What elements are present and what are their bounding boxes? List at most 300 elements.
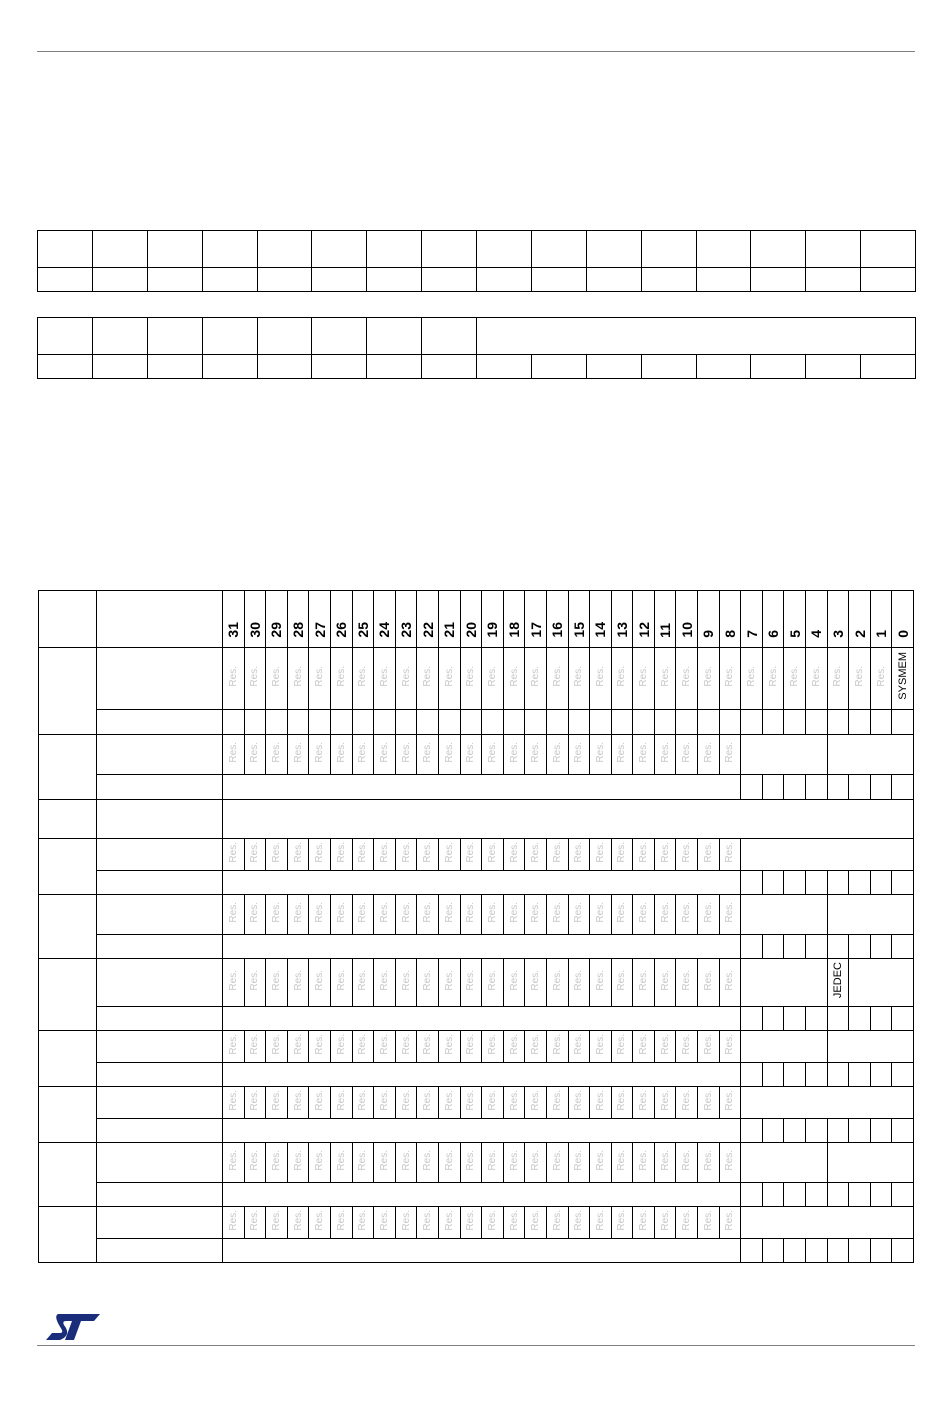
reserved-bit xyxy=(698,839,720,871)
reserved-label: Res. xyxy=(573,841,585,863)
bit-cell xyxy=(568,710,590,735)
field-cell xyxy=(827,1031,913,1063)
reserved-bit xyxy=(374,839,396,871)
bit-cell xyxy=(147,318,202,355)
reserved-label: Res. xyxy=(724,969,736,991)
reserved-bit xyxy=(395,735,417,775)
bit-number-label: 6 xyxy=(765,630,782,638)
reserved-label: Res. xyxy=(314,1033,326,1055)
bit-cell xyxy=(531,231,586,268)
reserved-label: Res. xyxy=(486,969,498,991)
bit-number-label: 7 xyxy=(743,630,760,638)
bit-cell xyxy=(92,318,147,355)
reserved-label: Res. xyxy=(292,1209,304,1231)
bit-cell xyxy=(806,1007,828,1031)
reserved-label: Res. xyxy=(443,1089,455,1111)
reserved-label: Res. xyxy=(573,741,585,763)
reserved-label: Res. xyxy=(638,665,650,687)
reserved-label: Res. xyxy=(378,1089,390,1111)
bit-cell xyxy=(312,231,367,268)
reserved-bit xyxy=(395,839,417,871)
bit-cell xyxy=(546,710,568,735)
reserved-label: Res. xyxy=(594,665,606,687)
bit-cell xyxy=(422,318,477,355)
reserved-bit xyxy=(438,895,460,935)
reserved-bit xyxy=(568,1207,590,1239)
reserved-bit xyxy=(417,895,439,935)
bit-cell xyxy=(438,710,460,735)
reserved-bit xyxy=(309,648,331,710)
bit-cell xyxy=(762,710,784,735)
reserved-label: Res. xyxy=(854,665,866,687)
reserved-label: Res. xyxy=(486,841,498,863)
reserved-bit xyxy=(352,648,374,710)
bit-cell xyxy=(861,268,916,292)
bit-number-label: 22 xyxy=(419,622,436,638)
reserved-label: Res. xyxy=(702,1149,714,1171)
bit-number-label: 11 xyxy=(657,623,674,638)
reserved-bit xyxy=(633,839,655,871)
bit-cell xyxy=(460,710,482,735)
reserved-label: Res. xyxy=(249,841,261,863)
reserved-label: Res. xyxy=(573,969,585,991)
register-name xyxy=(97,839,223,871)
reserved-bit xyxy=(546,839,568,871)
reserved-bit xyxy=(287,648,309,710)
reserved-label: Res. xyxy=(551,741,563,763)
reserved-label: Res. xyxy=(249,665,261,687)
reserved-bit xyxy=(438,959,460,1007)
reserved-label: Res. xyxy=(594,741,606,763)
field-cell xyxy=(741,1031,827,1063)
reserved-label: Res. xyxy=(443,1209,455,1231)
register-header xyxy=(97,591,223,648)
reserved-bit xyxy=(654,1031,676,1063)
reserved-label: Res. xyxy=(508,1149,520,1171)
reserved-bit xyxy=(309,1207,331,1239)
reserved-label: Res. xyxy=(357,901,369,923)
bit-number xyxy=(460,591,482,648)
reserved-bit xyxy=(482,839,504,871)
bit-cell xyxy=(223,710,245,735)
reserved-bit xyxy=(460,648,482,710)
reserved-label: Res. xyxy=(724,741,736,763)
reserved-bit xyxy=(633,895,655,935)
reserved-bit xyxy=(330,735,352,775)
reserved-label: Res. xyxy=(227,1033,239,1055)
bit-cell xyxy=(784,1183,806,1207)
reserved-label: Res. xyxy=(508,741,520,763)
bit-cell xyxy=(367,231,422,268)
reserved-label: Res. xyxy=(638,1149,650,1171)
reserved-bit xyxy=(460,1087,482,1119)
reserved-label: Res. xyxy=(508,1209,520,1231)
bit-cell xyxy=(870,1183,892,1207)
reserved-bit xyxy=(654,895,676,935)
bit-cell xyxy=(503,710,525,735)
reserved-bit xyxy=(611,735,633,775)
bit-cell xyxy=(870,871,892,895)
bit-cell xyxy=(806,871,828,895)
reserved-label: Res. xyxy=(227,1149,239,1171)
reserved-label: Res. xyxy=(465,665,477,687)
reserved-label: Res. xyxy=(681,1149,693,1171)
reserved-label: Res. xyxy=(422,901,434,923)
reserved-bit xyxy=(698,1143,720,1183)
reserved-label: Res. xyxy=(443,969,455,991)
register-map-table xyxy=(38,590,914,1263)
register-name xyxy=(97,648,223,710)
reserved-label: Res. xyxy=(638,901,650,923)
bit-cell xyxy=(352,710,374,735)
bit-cell xyxy=(751,355,806,379)
reserved-label: Res. xyxy=(659,1033,671,1055)
reserved-bit xyxy=(654,1207,676,1239)
reserved-bit xyxy=(568,959,590,1007)
bit-cell xyxy=(147,231,202,268)
bit-cell xyxy=(751,268,806,292)
reserved-bit xyxy=(309,895,331,935)
reserved-label: Res. xyxy=(616,901,628,923)
reset-value-label xyxy=(97,871,223,895)
register-bits-upper xyxy=(37,230,916,292)
bit-cell xyxy=(586,268,641,292)
offset-header xyxy=(39,591,97,648)
bit-cell xyxy=(827,935,849,959)
reserved-bit xyxy=(244,959,266,1007)
bit-cell xyxy=(806,1239,828,1263)
reserved-bit xyxy=(352,735,374,775)
reserved-label: Res. xyxy=(249,969,261,991)
reserved-bit xyxy=(460,959,482,1007)
bit-cell xyxy=(696,231,751,268)
register-name xyxy=(97,1143,223,1183)
reserved-bit xyxy=(438,735,460,775)
register-offset xyxy=(39,1143,97,1207)
reserved-label: Res. xyxy=(422,1209,434,1231)
bit-cell xyxy=(422,268,477,292)
reserved-label: Res. xyxy=(335,969,347,991)
bit-number xyxy=(784,591,806,648)
reserved-label: Res. xyxy=(659,841,671,863)
reserved-bit xyxy=(611,959,633,1007)
bit-number-label: 12 xyxy=(635,622,652,638)
bit-number-label: 0 xyxy=(894,630,911,638)
reserved-bit xyxy=(395,1031,417,1063)
reserved-bit xyxy=(676,895,698,935)
register-offset xyxy=(39,839,97,895)
reserved-label: Res. xyxy=(681,1089,693,1111)
reserved-label: Res. xyxy=(314,841,326,863)
bit-cell xyxy=(741,871,763,895)
reserved-bit xyxy=(223,1207,245,1239)
st-logo-icon xyxy=(44,1312,102,1342)
reserved-bit xyxy=(460,839,482,871)
reserved-label: Res. xyxy=(638,1033,650,1055)
reserved-bit xyxy=(266,1143,288,1183)
reserved-label: Res. xyxy=(530,1209,542,1231)
reserved-label: Res. xyxy=(659,665,671,687)
field-cell xyxy=(741,839,914,871)
reserved-label: Res. xyxy=(702,1089,714,1111)
reset-value-label xyxy=(97,775,223,800)
reserved-label: Res. xyxy=(270,1033,282,1055)
reserved-bit xyxy=(719,648,741,710)
reserved-bit xyxy=(654,839,676,871)
reserved-label: Res. xyxy=(400,841,412,863)
bit-cell xyxy=(477,318,916,355)
bit-cell xyxy=(762,1007,784,1031)
reserved-bit xyxy=(590,648,612,710)
bit-cell xyxy=(870,1239,892,1263)
reserved-label: Res. xyxy=(400,969,412,991)
bit-number xyxy=(503,591,525,648)
bit-number xyxy=(741,591,763,648)
bit-cell xyxy=(741,935,763,959)
reserved-label: Res. xyxy=(530,665,542,687)
reserved-label: Res. xyxy=(616,741,628,763)
reserved-bit xyxy=(438,1207,460,1239)
reserved-bit xyxy=(309,1031,331,1063)
bit-number-label: 9 xyxy=(700,630,717,638)
bit-cell xyxy=(367,268,422,292)
reserved-bit xyxy=(525,1207,547,1239)
bit-cell xyxy=(741,1007,763,1031)
reserved-bit xyxy=(330,1031,352,1063)
reserved-bit xyxy=(417,839,439,871)
reserved-label: Res. xyxy=(594,1089,606,1111)
reserved-label: Res. xyxy=(486,1209,498,1231)
reserved-bit xyxy=(676,1087,698,1119)
reserved-bit xyxy=(223,1143,245,1183)
reserved-bit xyxy=(287,1207,309,1239)
reserved-bit xyxy=(395,1087,417,1119)
reserved-label: Res. xyxy=(659,1089,671,1111)
reserved-bit xyxy=(676,1031,698,1063)
reserved-label: Res. xyxy=(638,741,650,763)
reserved-label: Res. xyxy=(400,901,412,923)
register-offset xyxy=(39,735,97,800)
field-cell xyxy=(223,871,741,895)
reserved-bit xyxy=(330,1207,352,1239)
reserved-bit xyxy=(395,1143,417,1183)
reserved-label: Res. xyxy=(508,841,520,863)
register-bits-lower xyxy=(37,317,916,379)
reserved-label: Res. xyxy=(357,969,369,991)
reserved-bit xyxy=(244,1087,266,1119)
bit-number-label: 25 xyxy=(354,622,371,638)
reserved-bit xyxy=(870,648,892,710)
reserved-bit xyxy=(654,735,676,775)
bit-cell xyxy=(892,775,914,800)
reserved-label: Res. xyxy=(227,1089,239,1111)
bit-cell xyxy=(525,710,547,735)
reserved-span xyxy=(223,800,914,839)
reserved-label: Res. xyxy=(378,969,390,991)
reserved-bit xyxy=(546,735,568,775)
reserved-bit xyxy=(676,839,698,871)
bit-cell xyxy=(892,1119,914,1143)
reserved-label: Res. xyxy=(270,901,282,923)
reserved-label: Res. xyxy=(551,665,563,687)
bit-number xyxy=(223,591,245,648)
reserved-bit xyxy=(417,735,439,775)
reserved-label: Res. xyxy=(292,1033,304,1055)
bit-number-label: 31 xyxy=(225,622,242,638)
reserved-label: Res. xyxy=(702,901,714,923)
reserved-bit xyxy=(611,1207,633,1239)
bit-cell xyxy=(330,710,352,735)
bit-cell xyxy=(696,355,751,379)
reserved-bit xyxy=(503,959,525,1007)
bit-number xyxy=(244,591,266,648)
reserved-bit xyxy=(352,1031,374,1063)
bit-cell xyxy=(641,231,696,268)
reserved-bit xyxy=(590,1207,612,1239)
bit-number xyxy=(546,591,568,648)
reserved-label: Res. xyxy=(681,969,693,991)
reserved-bit xyxy=(568,735,590,775)
bit-cell xyxy=(827,710,849,735)
reserved-label: Res. xyxy=(659,1149,671,1171)
reserved-bit xyxy=(482,648,504,710)
bit-number xyxy=(892,591,914,648)
reserved-label: Res. xyxy=(270,1209,282,1231)
reserved-bit xyxy=(374,1031,396,1063)
bit-number xyxy=(417,591,439,648)
bit-cell xyxy=(257,318,312,355)
field-cell xyxy=(223,775,741,800)
bit-cell xyxy=(784,1239,806,1263)
register-name xyxy=(97,1207,223,1239)
bit-cell xyxy=(741,1183,763,1207)
bit-cell xyxy=(849,935,871,959)
reserved-label: Res. xyxy=(638,1209,650,1231)
reserved-label: Res. xyxy=(314,741,326,763)
bit-cell xyxy=(531,268,586,292)
reserved-label: Res. xyxy=(314,969,326,991)
reserved-label: Res. xyxy=(270,841,282,863)
bit-cell xyxy=(806,710,828,735)
reserved-bit xyxy=(287,735,309,775)
reserved-label: Res. xyxy=(400,1089,412,1111)
bit-number xyxy=(438,591,460,648)
reserved-bit xyxy=(352,1087,374,1119)
reserved-bit xyxy=(719,1207,741,1239)
reserved-label: Res. xyxy=(335,1033,347,1055)
bit-number-label: 1 xyxy=(873,630,890,638)
reserved-label: Res. xyxy=(486,1033,498,1055)
reserved-label: Res. xyxy=(616,1209,628,1231)
reserved-label: Res. xyxy=(616,1089,628,1111)
bit-number-label: 20 xyxy=(462,622,479,638)
reserved-label: Res. xyxy=(465,1033,477,1055)
bit-cell xyxy=(202,318,257,355)
bit-number xyxy=(525,591,547,648)
reserved-label: Res. xyxy=(465,1089,477,1111)
reserved-bit xyxy=(460,895,482,935)
bit-number-label: 26 xyxy=(333,622,350,638)
reserved-label: Res. xyxy=(681,901,693,923)
reserved-label: Res. xyxy=(400,665,412,687)
bit-cell xyxy=(784,775,806,800)
bit-cell xyxy=(870,710,892,735)
bit-cell xyxy=(827,1007,849,1031)
reserved-bit xyxy=(287,1087,309,1119)
bit-cell xyxy=(784,871,806,895)
bit-cell xyxy=(417,710,439,735)
reserved-bit xyxy=(223,959,245,1007)
bit-number xyxy=(654,591,676,648)
reserved-bit xyxy=(546,648,568,710)
reserved-bit xyxy=(633,1087,655,1119)
reserved-bit xyxy=(244,648,266,710)
bit-cell xyxy=(762,1183,784,1207)
reserved-bit xyxy=(525,895,547,935)
reserved-label: Res. xyxy=(443,665,455,687)
reserved-label: Res. xyxy=(314,665,326,687)
reserved-bit xyxy=(417,1207,439,1239)
reserved-label: Res. xyxy=(638,1089,650,1111)
reserved-label: Res. xyxy=(443,1149,455,1171)
field-cell xyxy=(223,1007,741,1031)
bit-cell xyxy=(892,871,914,895)
reserved-bit xyxy=(374,895,396,935)
reserved-bit xyxy=(762,648,784,710)
reserved-bit xyxy=(676,1207,698,1239)
reserved-label: Res. xyxy=(357,741,369,763)
reset-value-label xyxy=(97,1119,223,1143)
field-cell xyxy=(223,1183,741,1207)
reserved-bit xyxy=(590,1143,612,1183)
field-cell xyxy=(827,1143,913,1183)
register-offset xyxy=(39,648,97,735)
bit-cell xyxy=(849,1063,871,1087)
reserved-bit xyxy=(482,959,504,1007)
bit-cell xyxy=(531,355,586,379)
reserved-label: Res. xyxy=(357,1033,369,1055)
reserved-bit xyxy=(266,648,288,710)
bit-cell xyxy=(806,1183,828,1207)
bit-number xyxy=(395,591,417,648)
reserved-bit xyxy=(309,1143,331,1183)
bit-cell xyxy=(849,871,871,895)
reserved-bit xyxy=(546,959,568,1007)
header-rule xyxy=(37,51,915,52)
reserved-label: Res. xyxy=(486,665,498,687)
reserved-label: Res. xyxy=(508,969,520,991)
bit-number-label: 24 xyxy=(376,622,393,638)
field-cell xyxy=(223,1239,741,1263)
reserved-bit xyxy=(611,1143,633,1183)
reserved-label: Res. xyxy=(335,841,347,863)
bit-cell xyxy=(806,268,861,292)
bit-cell xyxy=(751,231,806,268)
bit-number xyxy=(287,591,309,648)
reserved-bit xyxy=(503,895,525,935)
register-name xyxy=(97,800,223,839)
reserved-bit xyxy=(438,1143,460,1183)
reserved-label: Res. xyxy=(486,1149,498,1171)
reserved-label: Res. xyxy=(573,665,585,687)
reserved-bit xyxy=(438,648,460,710)
reserved-label: Res. xyxy=(270,1089,282,1111)
reserved-bit xyxy=(590,895,612,935)
reserved-bit xyxy=(460,735,482,775)
reset-value-label xyxy=(97,1239,223,1263)
reserved-label: Res. xyxy=(724,1209,736,1231)
reserved-bit xyxy=(590,1087,612,1119)
